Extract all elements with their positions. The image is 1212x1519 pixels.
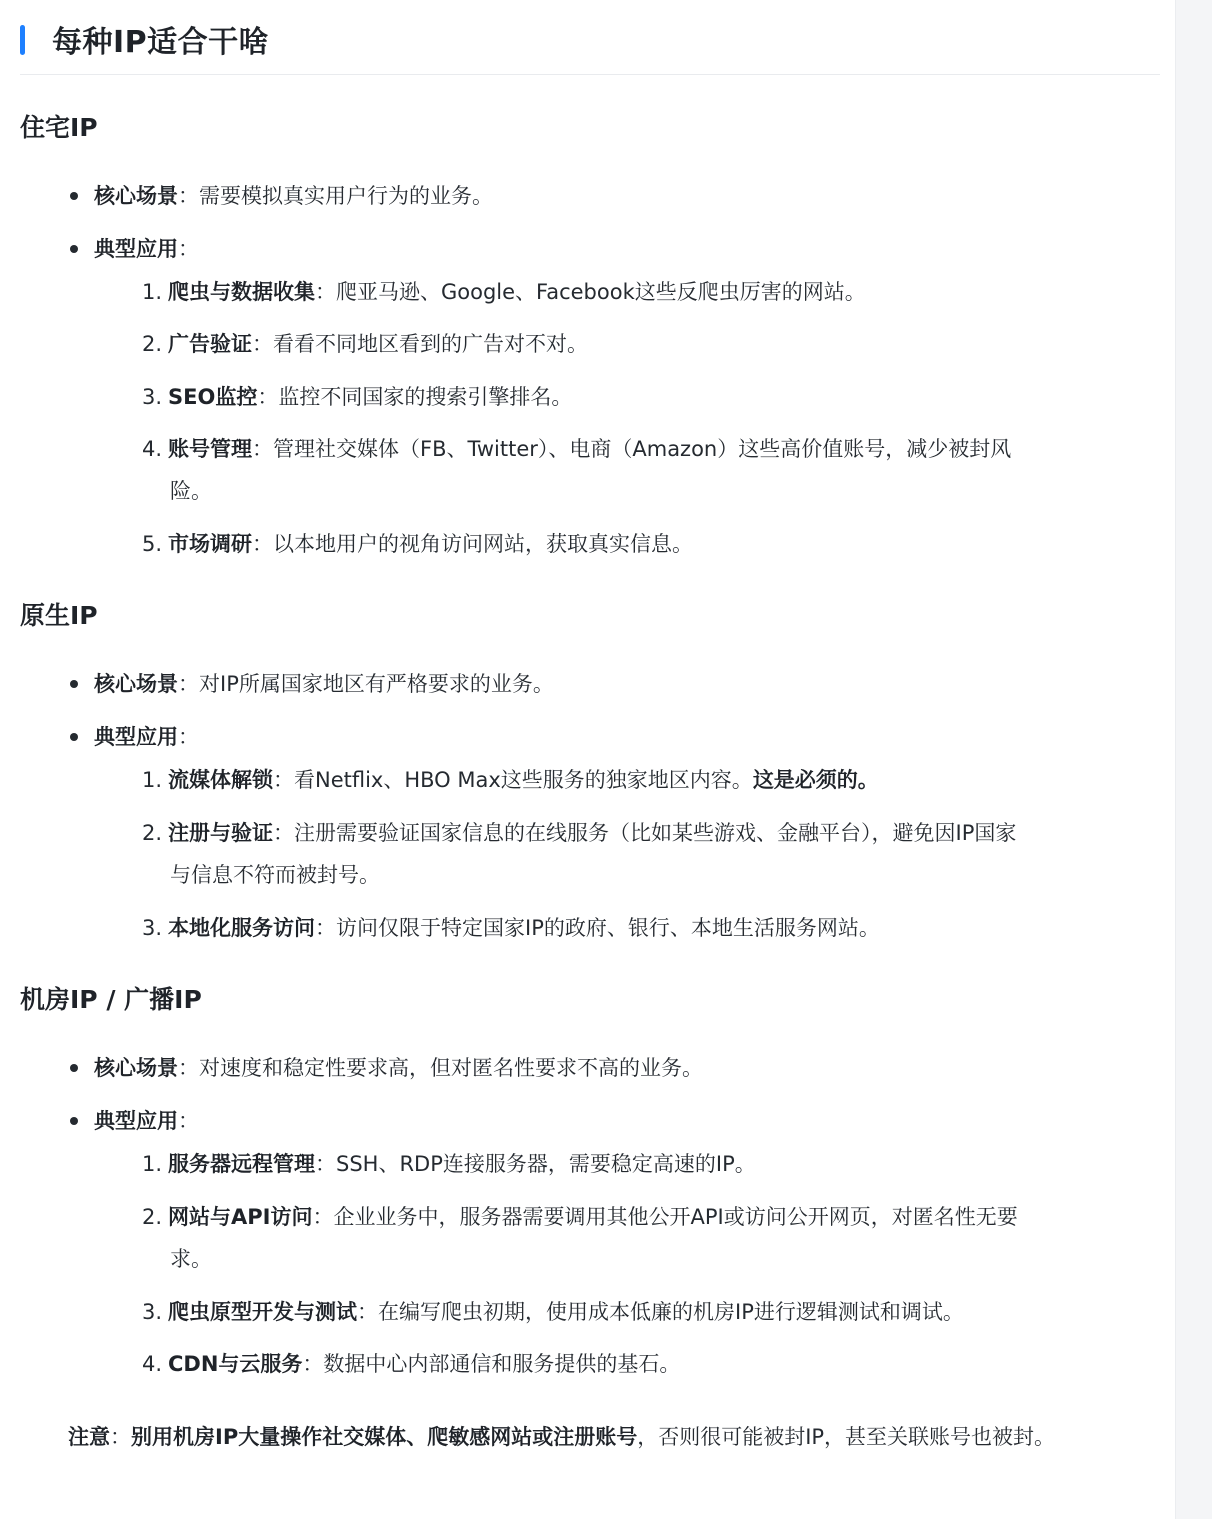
numbered-item: 3. 本地化服务访问：访问仅限于特定国家IP的政府、银行、本地生活服务网站。 bbox=[142, 916, 880, 940]
numbered-item: 2. 网站与API访问：企业业务中，服务器需要调用其他公开API或访问公开网页，对匿名性无要 bbox=[142, 1205, 1018, 1229]
numbered-item: 2. 注册与验证：注册需要验证国家信息的在线服务（比如某些游戏、金融平台），避免因IP国家 bbox=[142, 821, 1017, 845]
bullet-dot bbox=[70, 680, 78, 688]
warning-note: 注意：别用机房IP大量操作社交媒体、爬敏感网站或注册账号，否则很可能被封IP，甚至关联账号也被封。 bbox=[68, 1425, 1056, 1449]
subheading-native-ip: 原生IP bbox=[20, 601, 98, 630]
list-item: 典型应用： bbox=[70, 228, 199, 270]
scrollbar-track[interactable] bbox=[1175, 0, 1212, 1519]
list-item: 典型应用： bbox=[70, 716, 199, 758]
heading-accent-bar bbox=[20, 25, 25, 55]
numbered-item: 1. 爬虫与数据收集：爬亚马逊、Google、Facebook这些反爬虫厉害的网站。 bbox=[142, 280, 866, 304]
core-label: 核心场景 bbox=[94, 184, 178, 208]
apps-label: 典型应用 bbox=[94, 1109, 178, 1133]
core-text: ：对速度和稳定性要求高，但对匿名性要求不高的业务。 bbox=[178, 1056, 703, 1080]
subheading-residential-ip: 住宅IP bbox=[20, 113, 98, 142]
core-text: ：对IP所属国家地区有严格要求的业务。 bbox=[178, 672, 554, 696]
bullet-dot bbox=[70, 1064, 78, 1072]
numbered-item: 2. 广告验证：看看不同地区看到的广告对不对。 bbox=[142, 332, 588, 356]
subheading-datacenter-ip: 机房IP / 广播IP bbox=[20, 985, 202, 1014]
numbered-item: 5. 市场调研：以本地用户的视角访问网站，获取真实信息。 bbox=[142, 532, 693, 556]
numbered-item-continuation: 险。 bbox=[170, 479, 212, 503]
numbered-item-continuation: 求。 bbox=[170, 1247, 212, 1271]
numbered-item: 1. 流媒体解锁：看Netflix、HBO Max这些服务的独家地区内容。这是必须的。 bbox=[142, 768, 879, 792]
bullet-dot bbox=[70, 733, 78, 741]
numbered-item: 4. CDN与云服务：数据中心内部通信和服务提供的基石。 bbox=[142, 1352, 681, 1376]
note-text: ，否则很可能被封IP，甚至关联账号也被封。 bbox=[637, 1425, 1056, 1449]
list-item bbox=[70, 175, 493, 217]
core-text: ：需要模拟真实用户行为的业务。 bbox=[178, 184, 493, 208]
note-label: 注意 bbox=[68, 1425, 110, 1449]
numbered-item: 3. SEO监控：监控不同国家的搜索引擎排名。 bbox=[142, 385, 573, 409]
bullet-dot bbox=[70, 1117, 78, 1125]
numbered-item: 1. 服务器远程管理：SSH、RDP连接服务器，需要稳定高速的IP。 bbox=[142, 1152, 756, 1176]
apps-label: 典型应用 bbox=[94, 237, 178, 261]
list-item: 典型应用： bbox=[70, 1100, 199, 1142]
numbered-item: 4. 账号管理：管理社交媒体（FB、Twitter）、电商（Amazon）这些高价值账号，减少被封风 bbox=[142, 437, 1012, 461]
list-item bbox=[70, 1047, 703, 1089]
note-strong-text: 别用机房IP大量操作社交媒体、爬敏感网站或注册账号 bbox=[131, 1425, 638, 1449]
heading-divider bbox=[20, 74, 1160, 75]
apps-label: 典型应用 bbox=[94, 725, 178, 749]
bullet-dot bbox=[70, 192, 78, 200]
numbered-item: 3. 爬虫原型开发与测试：在编写爬虫初期，使用成本低廉的机房IP进行逻辑测试和调试。 bbox=[142, 1300, 964, 1324]
page-title: 每种IP适合干啥 bbox=[52, 25, 270, 60]
section-heading bbox=[20, 14, 269, 64]
core-label: 核心场景 bbox=[94, 672, 178, 696]
list-item bbox=[70, 663, 554, 705]
numbered-item-continuation: 与信息不符而被封号。 bbox=[170, 863, 380, 887]
bullet-dot bbox=[70, 245, 78, 253]
core-label: 核心场景 bbox=[94, 1056, 178, 1080]
